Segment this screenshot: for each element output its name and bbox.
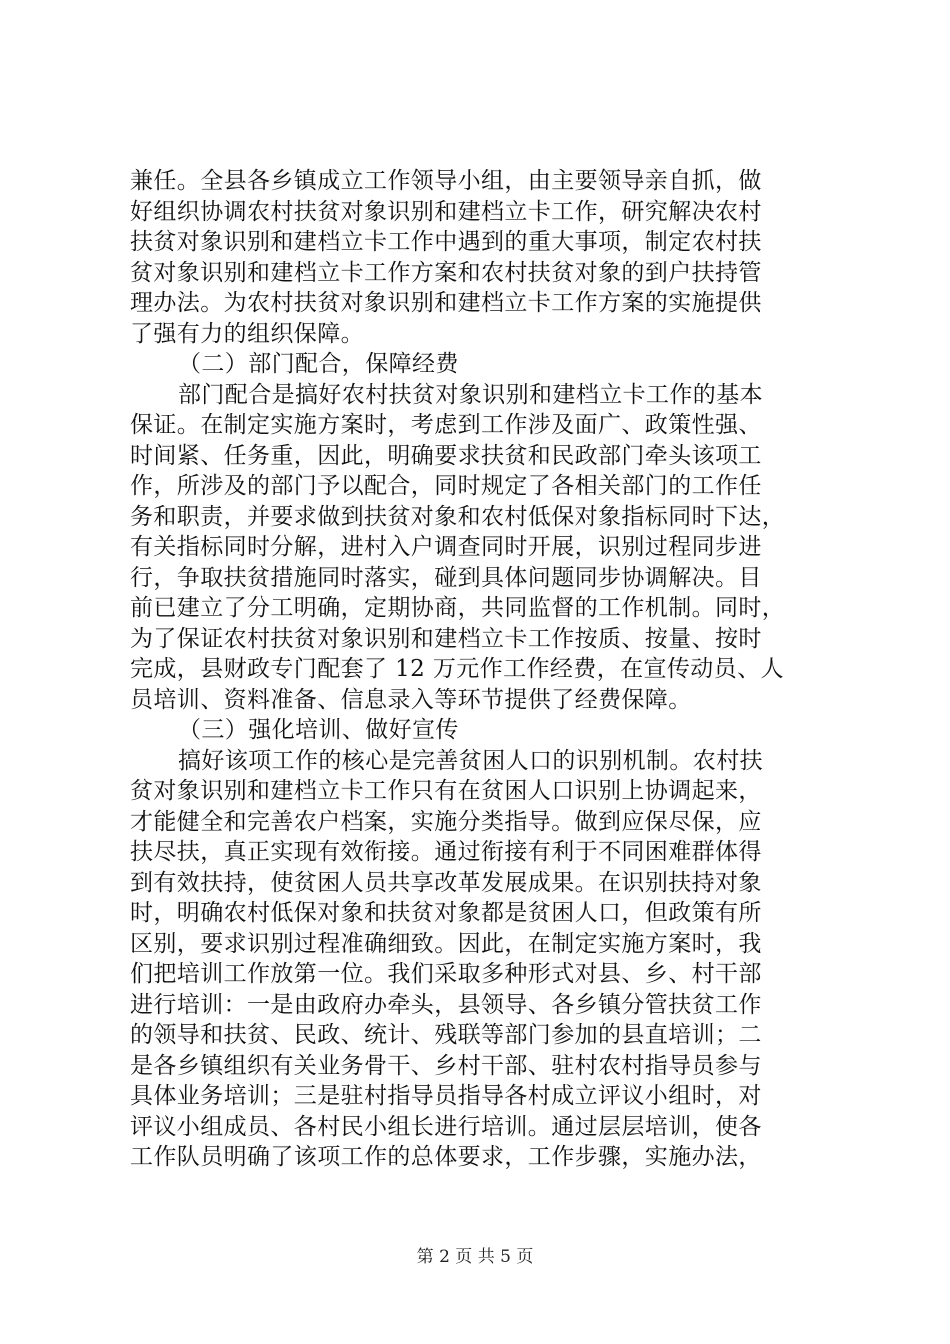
text-line: 部门配合是搞好农村扶贫对象识别和建档立卡工作的基本 bbox=[178, 381, 763, 408]
text-line: 完成，县财政专门配套了 12 万元作工作经费，在宣传动员、人 bbox=[130, 656, 784, 682]
text-line: 们把培训工作放第一位。我们采取多种形式对县、乡、村干部 bbox=[130, 961, 762, 987]
text-line: 员培训、资料准备、信息录入等环节提供了经费保障。 bbox=[130, 686, 692, 713]
document-body bbox=[130, 166, 826, 1173]
text-line: 扶尽扶，真正实现有效衔接。通过衔接有利于不同困难群体得 bbox=[130, 839, 762, 865]
text-line: 工作队员明确了该项工作的总体要求，工作步骤，实施办法， bbox=[130, 1144, 762, 1170]
text-line: 作，所涉及的部门予以配合，同时规定了各相关部门的工作任 bbox=[130, 473, 762, 499]
text-line: 兼任。全县各乡镇成立工作领导小组，由主要领导亲自抓，做 bbox=[130, 168, 762, 194]
text-line: 评议小组成员、各村民小组长进行培训。通过层层培训，使各 bbox=[130, 1113, 762, 1140]
text-line: 贫对象识别和建档立卡工作只有在贫困人口识别上协调起来， bbox=[130, 778, 762, 804]
text-line: 理办法。为农村扶贫对象识别和建档立卡工作方案的实施提供 bbox=[130, 290, 762, 316]
text-line: 贫对象识别和建档立卡工作方案和农村扶贫对象的到户扶持管 bbox=[130, 259, 762, 286]
text-line: 的领导和扶贫、民政、统计、残联等部门参加的县直培训；二 bbox=[130, 1022, 762, 1048]
text-line: 务和职责，并要求做到扶贫对象和农村低保对象指标同时下达， bbox=[130, 503, 786, 530]
text-line: 前已建立了分工明确，定期协商，共同监督的工作机制。同时， bbox=[130, 595, 786, 621]
text-line: 好组织协调农村扶贫对象识别和建档立卡工作，研究解决农村 bbox=[130, 198, 762, 225]
text-line: （三）强化培训、做好宣传 bbox=[178, 717, 459, 743]
text-line: 时间紧、任务重，因此，明确要求扶贫和民政部门牵头该项工 bbox=[130, 442, 762, 469]
page-footer: 第 2 页 共 5 页 bbox=[416, 1247, 534, 1267]
text-line: 行，争取扶贫措施同时落实，碰到具体问题同步协调解决。目 bbox=[130, 564, 762, 591]
text-line: 才能健全和完善农户档案，实施分类指导。做到应保尽保，应 bbox=[130, 808, 762, 835]
text-line: 为了保证农村扶贫对象识别和建档立卡工作按质、按量、按时 bbox=[130, 625, 762, 652]
text-line: 区别，要求识别过程准确细致。因此，在制定实施方案时，我 bbox=[130, 930, 762, 957]
text-line: 保证。在制定实施方案时，考虑到工作涉及面广、政策性强、 bbox=[130, 412, 762, 438]
text-line: 有关指标同时分解，进村入户调查同时开展，识别过程同步进 bbox=[130, 534, 762, 560]
text-line: 具体业务培训；三是驻村指导员指导各村成立评议小组时，对 bbox=[130, 1083, 762, 1109]
text-line: 扶贫对象识别和建档立卡工作中遇到的重大事项，制定农村扶 bbox=[130, 229, 762, 255]
text-line: （二）部门配合，保障经费 bbox=[178, 351, 459, 377]
text-line: 了强有力的组织保障。 bbox=[130, 320, 364, 347]
text-line: 到有效扶持，使贫困人员共享改革发展成果。在识别扶持对象 bbox=[130, 869, 762, 896]
text-line: 进行培训：一是由政府办牵头，县领导、各乡镇分管扶贫工作 bbox=[130, 991, 762, 1018]
text-line: 时，明确农村低保对象和扶贫对象都是贫困人口，但政策有所 bbox=[130, 900, 762, 926]
text-line: 是各乡镇组织有关业务骨干、乡村干部、驻村农村指导员参与 bbox=[130, 1052, 762, 1079]
text-line: 搞好该项工作的核心是完善贫困人口的识别机制。农村扶 bbox=[178, 747, 763, 774]
